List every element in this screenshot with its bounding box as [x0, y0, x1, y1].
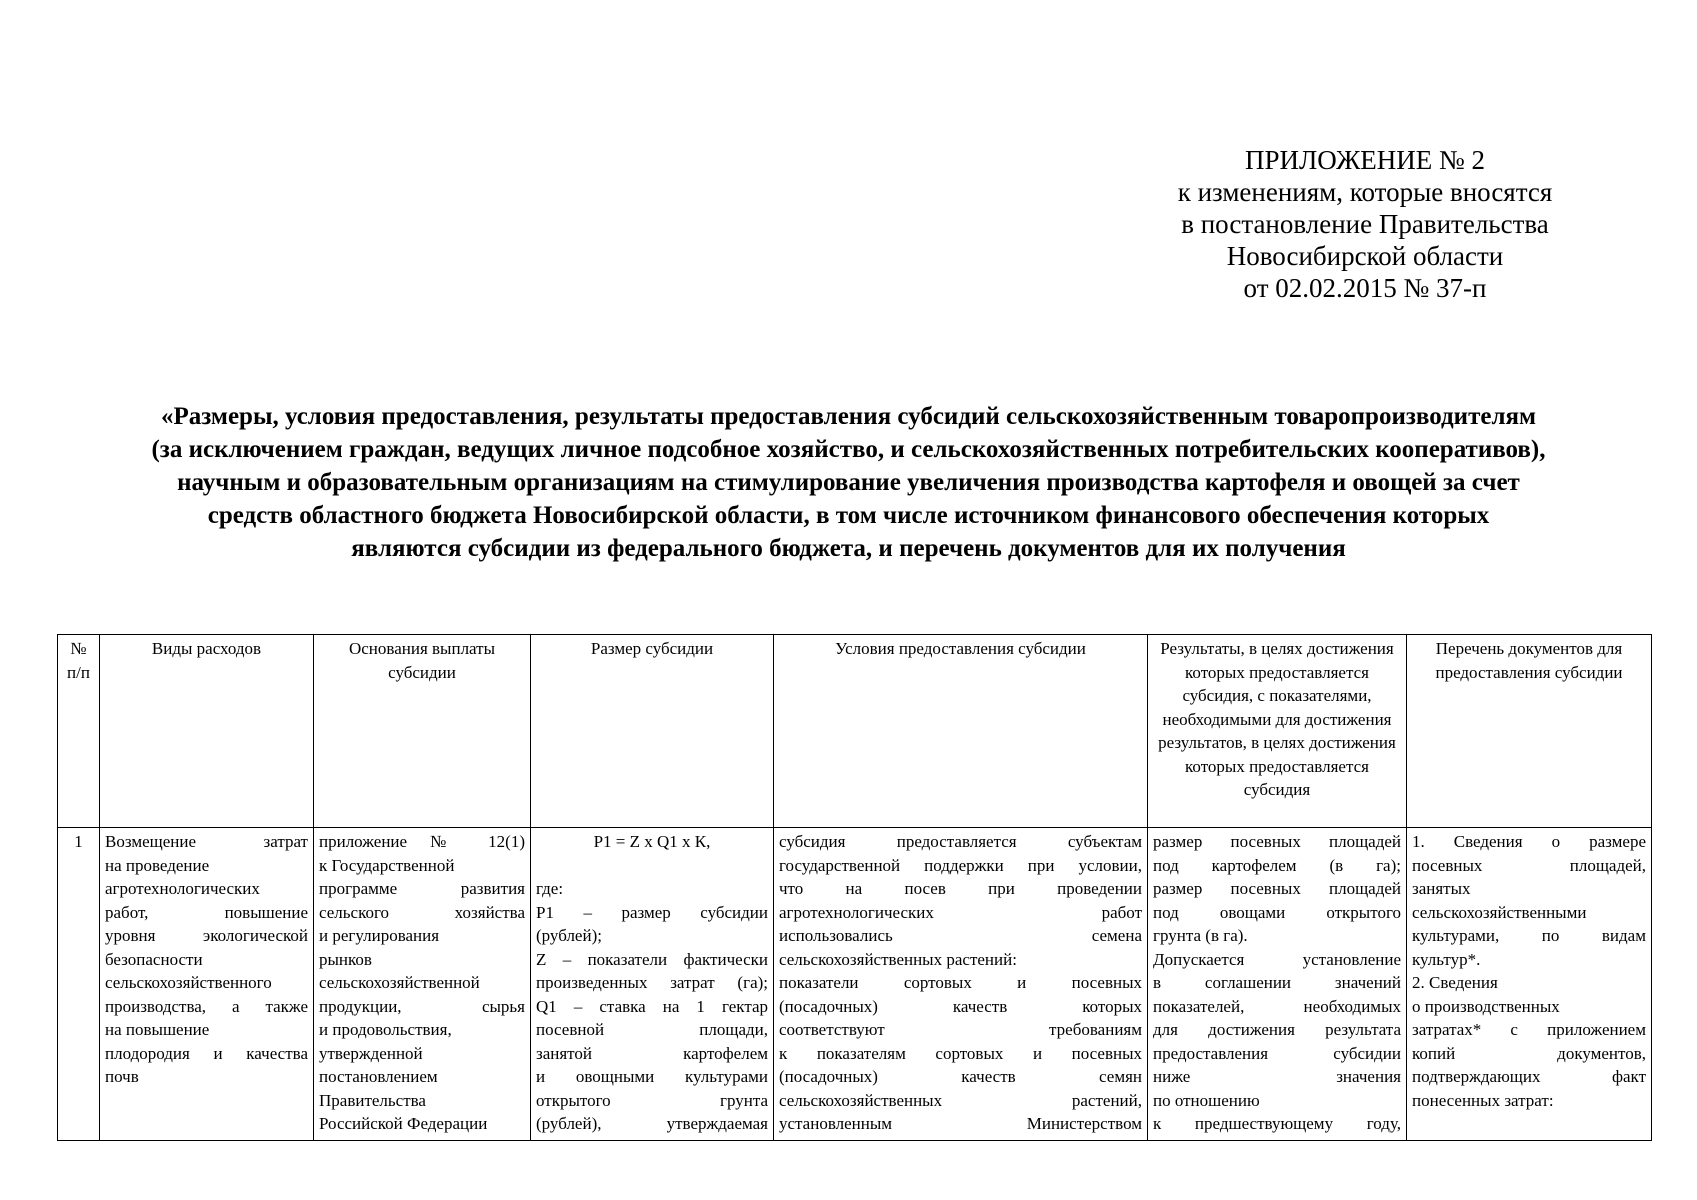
- cell-line: культур*.: [1412, 949, 1481, 969]
- cell-line: затратах* с приложением: [1412, 1020, 1646, 1039]
- cell-line: (посадочных) качеств семян: [779, 1067, 1142, 1086]
- header-results: Результаты, в целях достижения которых предоставляется субсидия, с показателями, необходимыми для достижения результатов, в целях достижения которых предоставляется субсидия: [1148, 635, 1407, 828]
- cell-line: посевной площади,: [536, 1020, 768, 1039]
- appendix-line: Новосибирской области: [1226, 241, 1504, 271]
- cell-line: (посадочных) качеств которых: [779, 996, 1142, 1016]
- subsidy-table: [57, 634, 1652, 1141]
- header-expense-type: Виды расходов: [100, 635, 314, 828]
- header-subsidy-size: Размер субсидии: [531, 635, 774, 828]
- cell-line: о производственных: [1412, 996, 1560, 1016]
- cell-line: Допускается установление: [1153, 949, 1401, 969]
- cell-line: использовались семена: [779, 926, 1142, 945]
- cell-line: постановлением: [319, 1067, 438, 1086]
- cell-line: размер посевных площадей: [1153, 879, 1401, 898]
- cell-line: (рублей), утверждаемая: [536, 1114, 768, 1133]
- cell-line: и продовольствия,: [319, 1020, 452, 1039]
- subsidy-formula: P1 = Z x Q1 x К,: [593, 832, 711, 851]
- title-line: (за исключением граждан, ведущих личное подсобное хозяйство, и сельскохозяйственных потребительских кооперативов),: [151, 436, 1546, 463]
- document-title: [40, 400, 1657, 565]
- cell-line: где:: [536, 879, 564, 898]
- cell-line: работ, повышение: [105, 902, 308, 922]
- cell-line: Российской Федерации: [319, 1114, 488, 1133]
- cell-line: приложение № 12(1): [319, 832, 525, 851]
- cell-line: плодородия и качества: [105, 1043, 308, 1063]
- cell-results: [1148, 828, 1407, 1141]
- cell-line: рынков: [319, 949, 372, 969]
- table-header-row: [58, 635, 1652, 828]
- cell-line: размер посевных площадей: [1153, 832, 1401, 851]
- header-basis: Основания выплаты субсидии: [314, 635, 531, 828]
- cell-line: Возмещение затрат: [105, 832, 308, 851]
- cell-documents: [1407, 828, 1652, 1141]
- cell-line: к показателям сортовых и посевных: [779, 1043, 1142, 1063]
- cell-line: агротехнологических работ: [779, 902, 1142, 922]
- formula-spacer: [536, 854, 768, 878]
- cell-line: по отношению: [1153, 1090, 1260, 1110]
- cell-line: показателей, необходимых: [1153, 996, 1401, 1016]
- cell-line: уровня экологической: [105, 926, 308, 945]
- title-line: средств областного бюджета Новосибирской области, в том числе источником финансового обеспечения которых: [207, 502, 1490, 529]
- cell-line: произведенных затрат (га);: [536, 973, 768, 992]
- cell-line: к предшествующему году,: [1153, 1114, 1401, 1133]
- cell-line: открытого грунта: [536, 1090, 768, 1110]
- cell-line: агротехнологических: [105, 879, 260, 898]
- cell-line: занятой картофелем: [536, 1043, 768, 1063]
- cell-line: 1. Сведения о размере: [1412, 832, 1646, 851]
- header-num: № п/п: [58, 635, 100, 828]
- cell-line: предоставления субсидии: [1153, 1043, 1401, 1063]
- cell-line: для достижения результата: [1153, 1020, 1401, 1039]
- cell-line: культурами, по видам: [1412, 926, 1646, 945]
- cell-line: занятых: [1412, 879, 1471, 898]
- appendix-line: от 02.02.2015 № 37-п: [1243, 273, 1487, 303]
- cell-line: 2. Сведения: [1412, 973, 1498, 992]
- cell-conditions: [774, 828, 1148, 1141]
- cell-line: сельскохозяйственными: [1412, 902, 1587, 922]
- cell-line: утвержденной: [319, 1043, 423, 1063]
- cell-line: и овощными культурами: [536, 1067, 768, 1086]
- cell-line: сельского хозяйства: [319, 902, 525, 922]
- cell-line: под овощами открытого: [1153, 902, 1401, 922]
- cell-num: 1: [58, 828, 100, 1141]
- cell-line: что на посев при проведении: [779, 879, 1142, 898]
- cell-line: субсидия предоставляется субъектам: [779, 832, 1142, 851]
- cell-line: понесенных затрат:: [1412, 1090, 1554, 1110]
- cell-line: Z – показатели фактически: [536, 949, 768, 969]
- appendix-line: к изменениям, которые вносятся: [1177, 177, 1553, 207]
- cell-line: сельскохозяйственных растений:: [779, 949, 1017, 969]
- title-line: научным и образовательным организациям на стимулирование увеличения производства картофеля и овощей за счет: [177, 469, 1520, 496]
- cell-line: продукции, сырья: [319, 996, 525, 1016]
- cell-line: ниже значения: [1153, 1067, 1401, 1086]
- table-row: [58, 828, 1652, 1141]
- cell-line: сельскохозяйственной: [319, 973, 480, 992]
- cell-line: безопасности: [105, 949, 203, 969]
- cell-line: и регулирования: [319, 926, 440, 945]
- cell-expense-type: [100, 828, 314, 1141]
- cell-line: сельскохозяйственных растений,: [779, 1090, 1142, 1110]
- cell-line: производства, а также: [105, 996, 308, 1016]
- header-conditions: Условия предоставления субсидии: [774, 635, 1148, 828]
- cell-line: сельскохозяйственного: [105, 973, 272, 992]
- cell-line: в соглашении значений: [1153, 973, 1401, 992]
- cell-line: Правительства: [319, 1090, 426, 1110]
- cell-line: на проведение: [105, 855, 210, 875]
- cell-line: показатели сортовых и посевных: [779, 973, 1142, 992]
- cell-line: (рублей);: [536, 926, 602, 945]
- cell-line: под картофелем (в га);: [1153, 855, 1401, 875]
- subsidy-description: [536, 877, 768, 1136]
- title-line: являются субсидии из федерального бюджета, и перечень документов для их получения: [351, 535, 1346, 562]
- cell-line: P1 – размер субсидии: [536, 902, 768, 922]
- cell-line: установленным Министерством: [779, 1114, 1142, 1133]
- cell-line: Q1 – ставка на 1 гектар: [536, 996, 768, 1016]
- cell-line: государственной поддержки при условии,: [779, 855, 1142, 875]
- cell-subsidy-size: [531, 828, 774, 1141]
- cell-line: соответствуют требованиям: [779, 1020, 1142, 1039]
- cell-line: грунта (в га).: [1153, 926, 1248, 945]
- cell-line: на повышение: [105, 1020, 210, 1039]
- cell-line: копий документов,: [1412, 1043, 1646, 1063]
- cell-line: программе развития: [319, 879, 525, 898]
- cell-line: почв: [105, 1067, 139, 1086]
- appendix-line: в постановление Правительства: [1181, 209, 1549, 239]
- cell-basis: [314, 828, 531, 1141]
- header-documents: Перечень документов для предоставления субсидии: [1407, 635, 1652, 828]
- cell-line: посевных площадей,: [1412, 855, 1646, 875]
- appendix-line: ПРИЛОЖЕНИЕ № 2: [1244, 145, 1486, 175]
- appendix-header: [1120, 144, 1610, 304]
- cell-line: подтверждающих факт: [1412, 1067, 1646, 1086]
- title-line: «Размеры, условия предоставления, результаты предоставления субсидий сельскохозяйственным товаропроизводителям: [160, 403, 1537, 430]
- cell-line: к Государственной: [319, 855, 455, 875]
